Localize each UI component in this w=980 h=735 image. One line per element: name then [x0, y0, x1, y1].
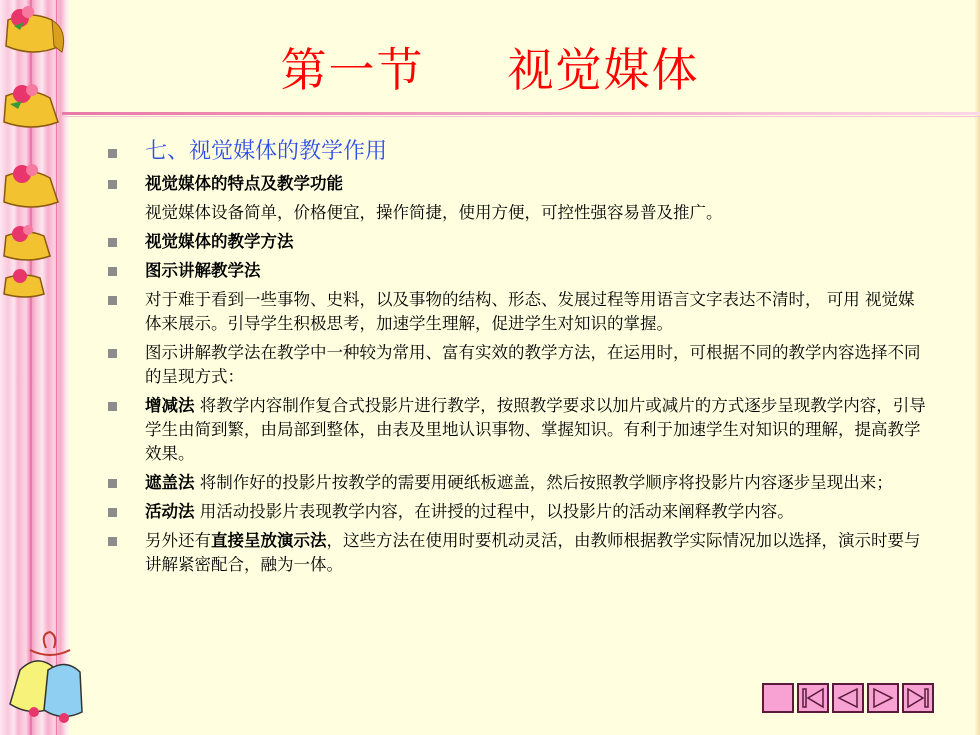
item-text: 视觉媒体的教学方法 [145, 232, 294, 251]
item-text [145, 500, 928, 524]
item-text: 对于难于看到一些事物、史料，以及事物的结构、形态、发展过程等用语言文字表达不清时， 可用 视觉媒体来展示。引导学生积极思考，加速学生理解，促进学生对知识的掌握。 [145, 290, 915, 333]
bullet-icon [108, 402, 117, 411]
list-item [108, 136, 928, 168]
bullet-icon [108, 149, 117, 158]
content-area [108, 136, 928, 577]
item-text: 视觉媒体设备简单，价格便宜，操作简捷，使用方便，可控性强容易普及推广。 [145, 203, 723, 222]
term: 活动法 [145, 502, 195, 521]
item-text: 图示讲解教学法在教学中一种较为常用、富有实效的教学方法，在运用时，可根据不同的教学内容选择不同的呈现方式： [145, 343, 921, 386]
list-item [108, 201, 928, 225]
term: 遮盖法 [145, 473, 195, 492]
first-slide-button[interactable] [797, 683, 829, 713]
term-pre: 另外还有 [145, 531, 211, 550]
list-item [108, 529, 928, 577]
term-desc: 将教学内容制作复合式投影片进行教学，按照教学要求以加片或减片的方式逐步呈现教学内容，引导学生由简到繁，由局部到整体，由表及里地认识事物、掌握知识。有利于加速学生对知识的理解，提高教学效果。 [145, 396, 926, 463]
list-item [108, 288, 928, 336]
section-heading: 七、视觉媒体的教学作用 [145, 139, 388, 164]
term: 直接呈放演示法 [211, 531, 327, 550]
item-text [145, 471, 928, 495]
term-desc: 将制作好的投影片按教学的需要用硬纸板遮盖，然后按照教学顺序将投影片内容逐步呈现出来； [194, 473, 893, 492]
item-text: 图示讲解教学法 [145, 261, 261, 280]
list-item [108, 172, 928, 196]
list-item [108, 500, 928, 524]
term-desc: ，这些方法在使用时要机动灵活，由教师根据教学实际情况加以选择，演示时要与讲解紧密配合，融为一体。 [145, 531, 921, 574]
page-title: 第一节 视觉媒体 [280, 43, 700, 97]
bullet-icon [108, 296, 117, 305]
bullet-icon [108, 508, 117, 517]
bullet-icon [108, 349, 117, 358]
header-rule-thin [62, 116, 980, 117]
slide-navigation [762, 683, 934, 713]
right-edge-decoration [974, 0, 980, 735]
bullet-icon [108, 238, 117, 247]
last-icon [906, 687, 930, 709]
item-text [145, 529, 928, 577]
list-item [108, 230, 928, 254]
list-item [108, 259, 928, 283]
bullet-icon [108, 180, 117, 189]
list-item [108, 341, 928, 389]
bullet-icon [108, 479, 117, 488]
term-desc: 用活动投影片表现教学内容，在讲授的过程中，以投影片的活动来阐释教学内容。 [194, 502, 794, 521]
bottom-bells-icon [0, 630, 100, 735]
first-icon [801, 687, 825, 709]
term: 增减法 [145, 396, 195, 415]
next-icon [871, 687, 895, 709]
list-item [108, 394, 928, 466]
prev-slide-button[interactable] [832, 683, 864, 713]
list-item [108, 471, 928, 495]
last-slide-button[interactable] [902, 683, 934, 713]
item-text [145, 394, 928, 466]
blank-nav-button[interactable] [762, 683, 794, 713]
bullet-icon [108, 537, 117, 546]
bullet-icon [108, 267, 117, 276]
next-slide-button[interactable] [867, 683, 899, 713]
header-rule [62, 112, 980, 115]
item-text: 视觉媒体的特点及教学功能 [145, 174, 343, 193]
prev-icon [836, 687, 860, 709]
